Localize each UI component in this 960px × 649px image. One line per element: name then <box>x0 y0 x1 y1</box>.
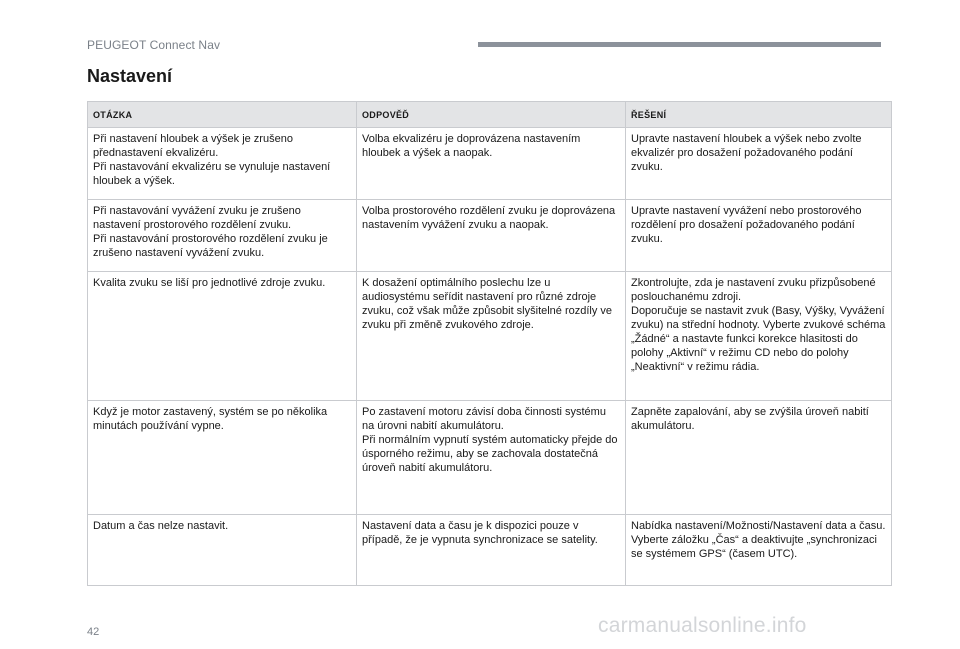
solution-cell: Upravte nastavení vyvážení nebo prostorového rozdělení pro dosažení požadovaného podání zvuku. <box>626 200 892 272</box>
table-header-row <box>88 102 892 128</box>
column-header-question: OTÁZKA <box>88 102 357 128</box>
header-accent-bar <box>478 42 881 47</box>
table-row <box>88 200 892 272</box>
column-header-solution: ŘEŠENÍ <box>626 102 892 128</box>
solution-cell: Upravte nastavení hloubek a výšek nebo zvolte ekvalizér pro dosažení požadovaného podání zvuku. <box>626 128 892 200</box>
answer-cell: K dosažení optimálního poslechu lze u audiosystému seřídit nastavení pro různé zdroje zvuku, což však může způsobit slyšitelné rozdíly ve zvuku při změně zvukového zdroje. <box>357 272 626 401</box>
question-cell: Kvalita zvuku se liší pro jednotlivé zdroje zvuku. <box>88 272 357 401</box>
question-cell: Když je motor zastavený, systém se po několika minutách používání vypne. <box>88 401 357 515</box>
page-number: 42 <box>87 626 100 638</box>
troubleshooting-table <box>87 101 892 586</box>
answer-cell: Nastavení data a času je k dispozici pouze v případě, že je vypnuta synchronizace se satelity. <box>357 515 626 586</box>
answer-cell: Volba ekvalizéru je doprovázena nastavením hloubek a výšek a naopak. <box>357 128 626 200</box>
table-row <box>88 515 892 586</box>
page-title: Nastavení <box>87 66 173 86</box>
question-cell: Při nastavení hloubek a výšek je zrušeno přednastavení ekvalizéru. Při nastavování ekvalizéru se vynuluje nastavení hloubek a výšek. <box>88 128 357 200</box>
watermark: carmanualsonline.info <box>598 614 807 637</box>
brand-header-title: PEUGEOT Connect Nav <box>87 38 221 52</box>
solution-cell: Zkontrolujte, zda je nastavení zvuku přizpůsobené poslouchanému zdroji. Doporučuje se nastavit zvuk (Basy, Výšky, Vyvážení zvuku) na střední hodnoty. Vyberte zvukové schéma „Žádné“ a nastavte funkci korekce hlasitosti do polohy „Aktivní“ v režimu CD nebo do polohy „Neaktivní“ v režimu rádia. <box>626 272 892 401</box>
question-cell: Při nastavování vyvážení zvuku je zrušeno nastavení prostorového rozdělení zvuku. Při nastavování prostorového rozdělení zvuku je zrušeno nastavení vyvážení zvuku. <box>88 200 357 272</box>
solution-cell: Zapněte zapalování, aby se zvýšila úroveň nabití akumulátoru. <box>626 401 892 515</box>
answer-cell: Volba prostorového rozdělení zvuku je doprovázena nastavením vyvážení zvuku a naopak. <box>357 200 626 272</box>
column-header-answer: ODPOVĚĎ <box>357 102 626 128</box>
solution-cell: Nabídka nastavení/Možnosti/Nastavení data a času. Vyberte záložku „Čas“ a deaktivujte „synchronizaci se systémem GPS“ (časem UTC). <box>626 515 892 586</box>
table-row <box>88 401 892 515</box>
table-row <box>88 128 892 200</box>
table-row <box>88 272 892 401</box>
question-cell: Datum a čas nelze nastavit. <box>88 515 357 586</box>
answer-cell: Po zastavení motoru závisí doba činnosti systému na úrovni nabití akumulátoru. Při normálním vypnutí systém automaticky přejde do úsporného režimu, aby se zachovala dostatečná úroveň nabití akumulátoru. <box>357 401 626 515</box>
